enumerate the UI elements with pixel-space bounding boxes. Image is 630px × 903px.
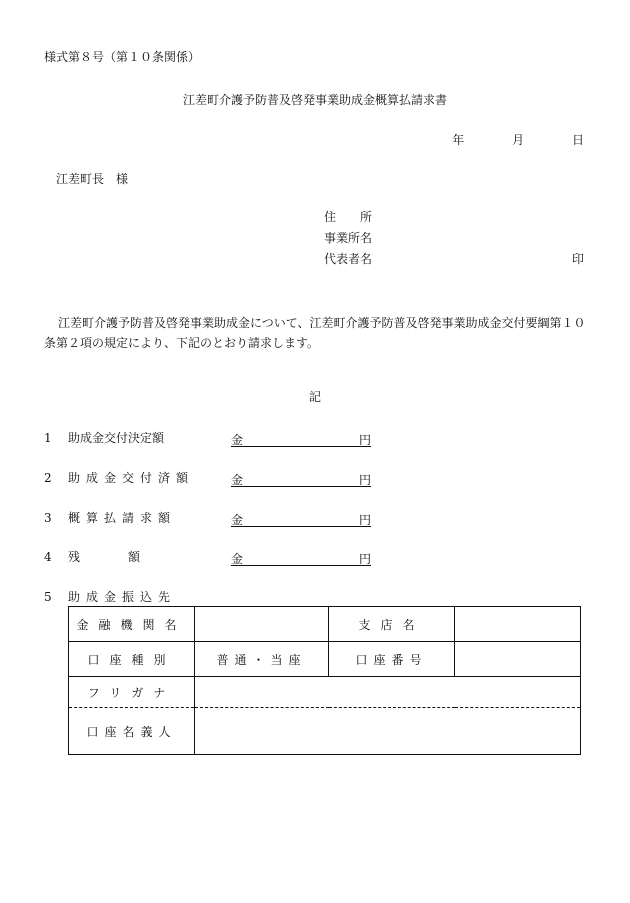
seal-mark: 印 — [571, 252, 584, 266]
address-label: 住 所 — [324, 210, 373, 224]
yen-suffix: 円 — [358, 513, 371, 527]
item-number: 4 — [44, 550, 52, 564]
account-holder-label: 口座名義人 — [69, 708, 195, 755]
form-number: 様式第８号（第１０条関係） — [44, 50, 201, 64]
item-label: 残 額 — [68, 550, 141, 564]
yen-suffix: 円 — [358, 433, 371, 447]
amount-field-remaining[interactable] — [231, 550, 371, 566]
account-type-options[interactable]: 普通・当座 — [195, 642, 329, 677]
item-advance-claim-amount — [44, 511, 228, 525]
yen-prefix: 金 — [231, 473, 244, 487]
business-name-label: 事業所名 — [324, 231, 373, 245]
financial-institution-field[interactable] — [195, 607, 329, 642]
item-number: 2 — [44, 471, 52, 485]
item-number: 5 — [44, 590, 52, 604]
branch-name-label: 支店名 — [329, 607, 455, 642]
furigana-label: フリガナ — [69, 677, 195, 708]
yen-suffix: 円 — [358, 552, 371, 566]
yen-prefix: 金 — [231, 513, 244, 527]
date-month: 月 — [512, 133, 525, 147]
item-label: 助成金交付済額 — [68, 471, 195, 485]
furigana-field[interactable] — [195, 677, 581, 708]
sender-block — [324, 210, 372, 273]
bank-transfer-heading — [44, 590, 176, 604]
item-label: 助成金振込先 — [68, 590, 177, 604]
date-year: 年 — [452, 133, 465, 147]
yen-prefix: 金 — [231, 433, 244, 447]
financial-institution-label: 金融機関名 — [69, 607, 195, 642]
date-day: 日 — [571, 133, 584, 147]
representative-label: 代表者名 — [324, 252, 373, 266]
item-number: 3 — [44, 511, 52, 525]
date-line — [452, 133, 584, 147]
item-grant-decision-amount — [44, 431, 228, 445]
account-number-label: 口座番号 — [329, 642, 455, 677]
bank-account-table — [68, 606, 581, 755]
item-label: 概算払請求額 — [68, 511, 177, 525]
request-body-text: 江差町介護予防普及啓発事業助成金について、江差町介護予防普及啓発事業助成金交付要綱第１０条第２項の規定により、下記のとおり請求します。 — [44, 316, 586, 350]
document-title: 江差町介護予防普及啓発事業助成金概算払請求書 — [182, 93, 447, 107]
item-grant-paid-amount — [44, 471, 228, 485]
account-holder-field[interactable] — [195, 708, 581, 755]
account-number-field[interactable] — [455, 642, 581, 677]
item-number: 1 — [44, 431, 52, 445]
item-label: 助成金交付決定額 — [68, 431, 165, 445]
ki-heading: 記 — [308, 390, 321, 404]
item-remaining-amount — [44, 550, 228, 564]
account-type-label: 口座種別 — [69, 642, 195, 677]
amount-field-decision[interactable] — [231, 431, 371, 447]
amount-field-claim[interactable] — [231, 511, 371, 527]
amount-field-paid[interactable] — [231, 471, 371, 487]
branch-name-field[interactable] — [455, 607, 581, 642]
yen-suffix: 円 — [358, 473, 371, 487]
addressee: 江差町長 様 — [56, 172, 129, 186]
yen-prefix: 金 — [231, 552, 244, 566]
